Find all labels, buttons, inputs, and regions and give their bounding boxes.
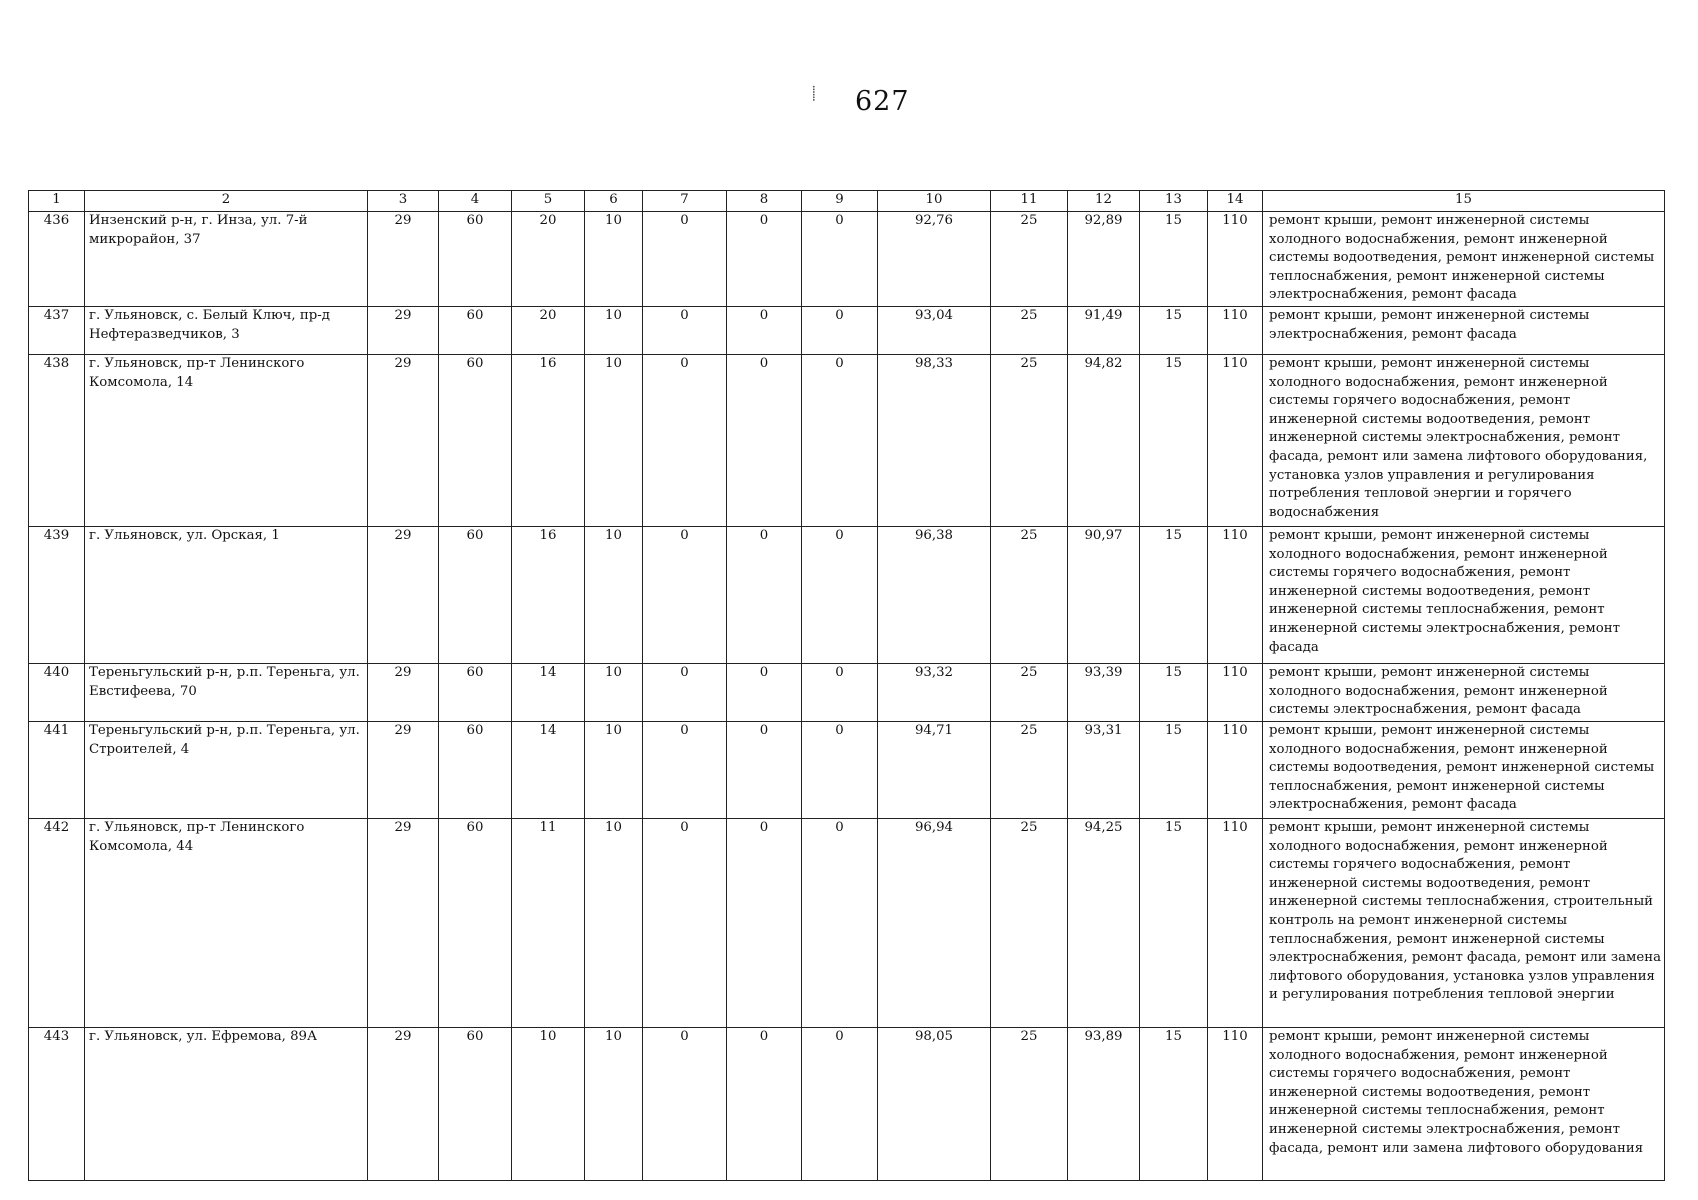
column-header: 1 [29, 191, 85, 212]
value-cell: 29 [368, 307, 439, 355]
value-cell: 10 [512, 1028, 585, 1181]
value-cell: 29 [368, 527, 439, 664]
value-cell: 15 [1140, 664, 1208, 722]
address-cell: г. Ульяновск, пр-т Ленинского Комсомола, 14 [85, 355, 368, 527]
value-cell: 10 [585, 819, 643, 1028]
row-number: 438 [29, 355, 85, 527]
row-number: 436 [29, 212, 85, 307]
column-header: 6 [585, 191, 643, 212]
value-cell: 98,33 [878, 355, 991, 527]
works-cell: ремонт крыши, ремонт инженерной системы холодного водоснабжения, ремонт инженерной системы электроснабжения, ремонт фасада [1263, 664, 1665, 722]
value-cell: 93,89 [1068, 1028, 1140, 1181]
column-header: 2 [85, 191, 368, 212]
column-header: 13 [1140, 191, 1208, 212]
value-cell: 90,97 [1068, 527, 1140, 664]
address-cell: Тереньгульский р-н, р.п. Тереньга, ул. Евстифеева, 70 [85, 664, 368, 722]
value-cell: 94,71 [878, 722, 991, 819]
value-cell: 94,82 [1068, 355, 1140, 527]
value-cell: 29 [368, 355, 439, 527]
column-header: 14 [1208, 191, 1263, 212]
column-header: 7 [643, 191, 727, 212]
value-cell: 25 [991, 819, 1068, 1028]
value-cell: 29 [368, 1028, 439, 1181]
value-cell: 0 [802, 664, 878, 722]
value-cell: 29 [368, 212, 439, 307]
value-cell: 93,04 [878, 307, 991, 355]
value-cell: 60 [439, 819, 512, 1028]
value-cell: 25 [991, 527, 1068, 664]
value-cell: 0 [727, 307, 802, 355]
value-cell: 0 [643, 527, 727, 664]
column-header: 4 [439, 191, 512, 212]
works-cell: ремонт крыши, ремонт инженерной системы холодного водоснабжения, ремонт инженерной системы горячего водоснабжения, ремонт инженерной системы водоотведения, ремонт инженерной системы теплоснабжения, ремонт инженерной системы электроснабжения, ремонт фасада [1263, 527, 1665, 664]
works-cell: ремонт крыши, ремонт инженерной системы холодного водоснабжения, ремонт инженерной системы горячего водоснабжения, ремонт инженерной системы водоотведения, ремонт инженерной системы теплоснабжения, строительный контроль на ремонт инженерной системы теплоснабжения, ремонт инженерной системы электроснабжения, ремонт фасада, ремонт или замена лифтового оборудования, установка узлов управления и регулирования потребления тепловой энергии [1263, 819, 1665, 1028]
value-cell: 15 [1140, 722, 1208, 819]
column-header: 10 [878, 191, 991, 212]
value-cell: 60 [439, 307, 512, 355]
table-body [29, 191, 1665, 1181]
value-cell: 0 [643, 1028, 727, 1181]
value-cell: 0 [727, 212, 802, 307]
value-cell: 0 [643, 664, 727, 722]
table-row [29, 527, 1665, 664]
registry-table [28, 190, 1665, 1181]
column-header: 3 [368, 191, 439, 212]
value-cell: 110 [1208, 527, 1263, 664]
value-cell: 93,31 [1068, 722, 1140, 819]
value-cell: 110 [1208, 307, 1263, 355]
table-row [29, 819, 1665, 1028]
value-cell: 60 [439, 527, 512, 664]
value-cell: 0 [802, 355, 878, 527]
value-cell: 0 [727, 355, 802, 527]
row-number: 442 [29, 819, 85, 1028]
value-cell: 110 [1208, 355, 1263, 527]
row-number: 440 [29, 664, 85, 722]
table-row [29, 307, 1665, 355]
scan-mark-icon: ⸽ [812, 86, 816, 102]
column-header: 15 [1263, 191, 1665, 212]
value-cell: 0 [727, 1028, 802, 1181]
value-cell: 14 [512, 722, 585, 819]
value-cell: 25 [991, 355, 1068, 527]
value-cell: 10 [585, 527, 643, 664]
value-cell: 98,05 [878, 1028, 991, 1181]
value-cell: 29 [368, 819, 439, 1028]
value-cell: 15 [1140, 527, 1208, 664]
row-number: 439 [29, 527, 85, 664]
column-header: 5 [512, 191, 585, 212]
column-header: 8 [727, 191, 802, 212]
column-header: 12 [1068, 191, 1140, 212]
value-cell: 0 [727, 527, 802, 664]
value-cell: 10 [585, 722, 643, 819]
value-cell: 0 [643, 355, 727, 527]
value-cell: 60 [439, 664, 512, 722]
value-cell: 15 [1140, 1028, 1208, 1181]
value-cell: 16 [512, 527, 585, 664]
value-cell: 25 [991, 664, 1068, 722]
value-cell: 0 [643, 722, 727, 819]
value-cell: 0 [802, 722, 878, 819]
value-cell: 10 [585, 212, 643, 307]
value-cell: 96,94 [878, 819, 991, 1028]
value-cell: 25 [991, 1028, 1068, 1181]
value-cell: 15 [1140, 212, 1208, 307]
value-cell: 11 [512, 819, 585, 1028]
value-cell: 14 [512, 664, 585, 722]
value-cell: 0 [802, 1028, 878, 1181]
value-cell: 20 [512, 212, 585, 307]
value-cell: 93,32 [878, 664, 991, 722]
row-number: 441 [29, 722, 85, 819]
value-cell: 0 [643, 819, 727, 1028]
value-cell: 93,39 [1068, 664, 1140, 722]
value-cell: 15 [1140, 819, 1208, 1028]
value-cell: 92,89 [1068, 212, 1140, 307]
value-cell: 0 [643, 212, 727, 307]
page-number: 627 [855, 86, 910, 117]
value-cell: 25 [991, 722, 1068, 819]
value-cell: 0 [727, 722, 802, 819]
value-cell: 0 [802, 307, 878, 355]
value-cell: 110 [1208, 1028, 1263, 1181]
address-cell: г. Ульяновск, ул. Орская, 1 [85, 527, 368, 664]
value-cell: 10 [585, 307, 643, 355]
value-cell: 29 [368, 722, 439, 819]
value-cell: 92,76 [878, 212, 991, 307]
value-cell: 60 [439, 355, 512, 527]
table-row [29, 355, 1665, 527]
value-cell: 0 [727, 664, 802, 722]
address-cell: Инзенский р-н, г. Инза, ул. 7-й микрорайон, 37 [85, 212, 368, 307]
works-cell: ремонт крыши, ремонт инженерной системы электроснабжения, ремонт фасада [1263, 307, 1665, 355]
value-cell: 0 [802, 527, 878, 664]
value-cell: 110 [1208, 819, 1263, 1028]
value-cell: 0 [727, 819, 802, 1028]
value-cell: 15 [1140, 307, 1208, 355]
value-cell: 110 [1208, 722, 1263, 819]
address-cell: г. Ульяновск, ул. Ефремова, 89А [85, 1028, 368, 1181]
value-cell: 29 [368, 664, 439, 722]
table-row [29, 1028, 1665, 1181]
works-cell: ремонт крыши, ремонт инженерной системы холодного водоснабжения, ремонт инженерной системы водоотведения, ремонт инженерной системы теплоснабжения, ремонт инженерной системы электроснабжения, ремонт фасада [1263, 722, 1665, 819]
column-header: 11 [991, 191, 1068, 212]
works-cell: ремонт крыши, ремонт инженерной системы холодного водоснабжения, ремонт инженерной системы водоотведения, ремонт инженерной системы теплоснабжения, ремонт инженерной системы электроснабжения, ремонт фасада [1263, 212, 1665, 307]
value-cell: 10 [585, 1028, 643, 1181]
value-cell: 0 [802, 819, 878, 1028]
value-cell: 60 [439, 212, 512, 307]
value-cell: 110 [1208, 664, 1263, 722]
value-cell: 96,38 [878, 527, 991, 664]
value-cell: 20 [512, 307, 585, 355]
column-number-row [29, 191, 1665, 212]
address-cell: Тереньгульский р-н, р.п. Тереньга, ул. Строителей, 4 [85, 722, 368, 819]
value-cell: 0 [643, 307, 727, 355]
value-cell: 110 [1208, 212, 1263, 307]
address-cell: г. Ульяновск, пр-т Ленинского Комсомола, 44 [85, 819, 368, 1028]
value-cell: 25 [991, 307, 1068, 355]
table-row [29, 212, 1665, 307]
value-cell: 94,25 [1068, 819, 1140, 1028]
value-cell: 91,49 [1068, 307, 1140, 355]
works-cell: ремонт крыши, ремонт инженерной системы холодного водоснабжения, ремонт инженерной системы горячего водоснабжения, ремонт инженерной системы водоотведения, ремонт инженерной системы электроснабжения, ремонт фасада, ремонт или замена лифтового оборудования, установка узлов управления и регулирования потребления тепловой энергии и горячего водоснабжения [1263, 355, 1665, 527]
column-header: 9 [802, 191, 878, 212]
address-cell: г. Ульяновск, с. Белый Ключ, пр-д Нефтеразведчиков, 3 [85, 307, 368, 355]
value-cell: 0 [802, 212, 878, 307]
table-row [29, 722, 1665, 819]
value-cell: 60 [439, 722, 512, 819]
value-cell: 10 [585, 355, 643, 527]
value-cell: 25 [991, 212, 1068, 307]
value-cell: 10 [585, 664, 643, 722]
value-cell: 15 [1140, 355, 1208, 527]
row-number: 443 [29, 1028, 85, 1181]
value-cell: 60 [439, 1028, 512, 1181]
row-number: 437 [29, 307, 85, 355]
table-row [29, 664, 1665, 722]
works-cell: ремонт крыши, ремонт инженерной системы холодного водоснабжения, ремонт инженерной системы горячего водоснабжения, ремонт инженерной системы водоотведения, ремонт инженерной системы теплоснабжения, ремонт инженерной системы электроснабжения, ремонт фасада, ремонт или замена лифтового оборудования [1263, 1028, 1665, 1181]
value-cell: 16 [512, 355, 585, 527]
